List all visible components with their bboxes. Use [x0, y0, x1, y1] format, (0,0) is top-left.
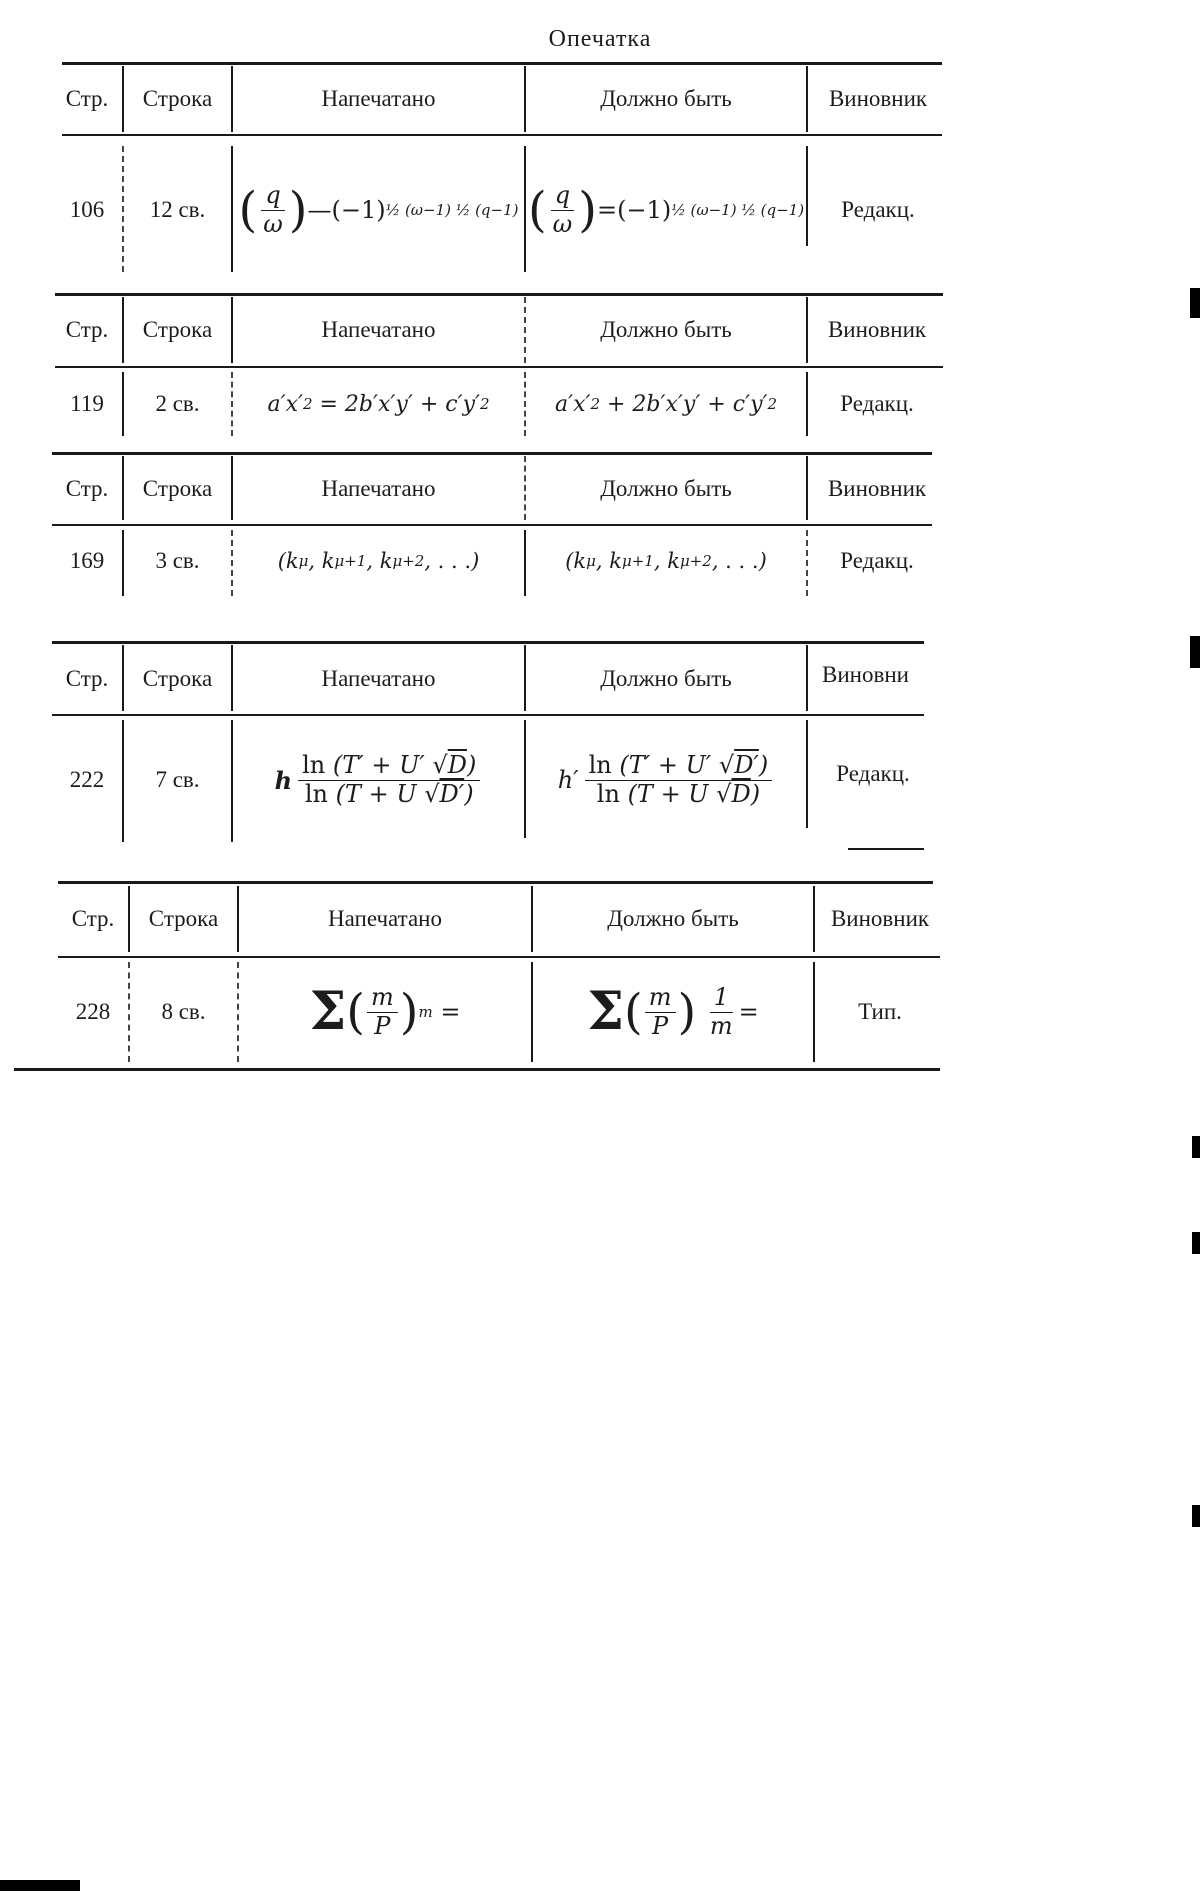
- row-line: 3 св.: [155, 548, 200, 573]
- row-should-be: a′x′ 2 + 2b′x′y′ + c′y′ 2: [554, 391, 778, 417]
- header-line: Строка: [148, 906, 219, 931]
- row-printed: a′x′ 2 = 2b′x′y′ + c′y′ 2: [267, 391, 490, 417]
- row-culprit: Редакц.: [840, 391, 914, 416]
- row-line: 8 св.: [161, 999, 206, 1024]
- row-should-be: Σ ( $\frac{m}{P}$ ) $\frac{1}{m}$ =: [587, 981, 759, 1042]
- header-page: Стр.: [65, 86, 109, 111]
- header-printed: Напечатано: [321, 476, 436, 501]
- header-culprit: Виновни: [822, 662, 909, 687]
- header-should-be: Должно быть: [600, 476, 732, 501]
- rule: [62, 134, 942, 136]
- row-printed: (k μ , k μ+1 , k μ+2 , . . . ): [277, 549, 480, 573]
- header-page: Стр.: [65, 317, 109, 342]
- header-line: Строка: [142, 666, 213, 691]
- row-printed: ( $\frac{q}{\omega}$ ) —(−1) ½ (ω−1) ½ (q−1): [238, 180, 519, 238]
- rule: [55, 366, 943, 368]
- header-page: Стр.: [65, 666, 109, 691]
- rule: [58, 956, 940, 958]
- rule: [14, 1068, 940, 1071]
- rule: [55, 293, 943, 296]
- row-culprit: Редакц.: [841, 197, 915, 222]
- row-page: 222: [69, 767, 105, 792]
- rule: [52, 452, 932, 455]
- row-line: 2 св.: [155, 391, 200, 416]
- row-page: 228: [75, 999, 111, 1024]
- header-line: Строка: [142, 476, 213, 501]
- row-page: 119: [70, 391, 104, 416]
- scan-mark: [0, 1880, 80, 1891]
- header-should-be: Должно быть: [600, 666, 732, 691]
- header-page: Стр.: [71, 906, 115, 931]
- row-culprit: Тип.: [858, 999, 902, 1024]
- header-printed: Напечатано: [328, 906, 442, 931]
- header-line: Строка: [142, 86, 213, 111]
- scan-mark: [1190, 288, 1200, 318]
- rule: [848, 848, 924, 850]
- header-culprit: Виновник: [828, 86, 928, 111]
- row-line: 7 св.: [155, 767, 200, 792]
- errata-title: Опечатка: [548, 26, 652, 52]
- scan-mark: [1192, 1136, 1200, 1158]
- scan-mark: [1192, 1505, 1200, 1527]
- header-should-be: Должно быть: [607, 906, 739, 931]
- row-culprit: Редакц.: [836, 761, 910, 786]
- header-should-be: Должно быть: [600, 317, 732, 342]
- row-culprit: Редакц.: [840, 548, 914, 573]
- rule: [52, 641, 924, 644]
- row-should-be: h′ $\frac{\ln (T' + U' √D')}{\ln (T + U √D)}$: [526, 722, 806, 838]
- header-printed: Напечатано: [321, 317, 436, 342]
- header-printed: Напечатано: [321, 86, 436, 111]
- header-page: Стр.: [65, 476, 109, 501]
- rule: [58, 881, 933, 884]
- header-line: Строка: [142, 317, 213, 342]
- header-printed: Напечатано: [321, 666, 436, 691]
- rule: [62, 62, 942, 65]
- header-culprit: Виновник: [830, 906, 930, 931]
- row-page: 169: [69, 548, 105, 573]
- header-should-be: Должно быть: [600, 86, 732, 111]
- row-line: 12 св.: [149, 197, 206, 222]
- row-printed: Σ ( $\frac{m}{P}$ ) m =: [309, 981, 461, 1042]
- header-culprit: Виновник: [827, 476, 927, 501]
- rule: [52, 524, 932, 526]
- header-culprit: Виновник: [827, 317, 927, 342]
- scan-mark: [1192, 1232, 1200, 1254]
- row-printed: h $\frac{\ln (T' + U' √D)}{\ln (T + U √D')}$: [233, 722, 524, 838]
- row-should-be: (k μ , k μ+1 , k μ+2 , . . . ): [565, 549, 767, 573]
- row-page: 106: [69, 197, 105, 222]
- row-should-be: ( $\frac{q}{\omega}$ ) =(−1) ½ (ω−1) ½ (q−1): [527, 180, 805, 238]
- scan-mark: [1190, 636, 1200, 668]
- rule: [52, 714, 924, 716]
